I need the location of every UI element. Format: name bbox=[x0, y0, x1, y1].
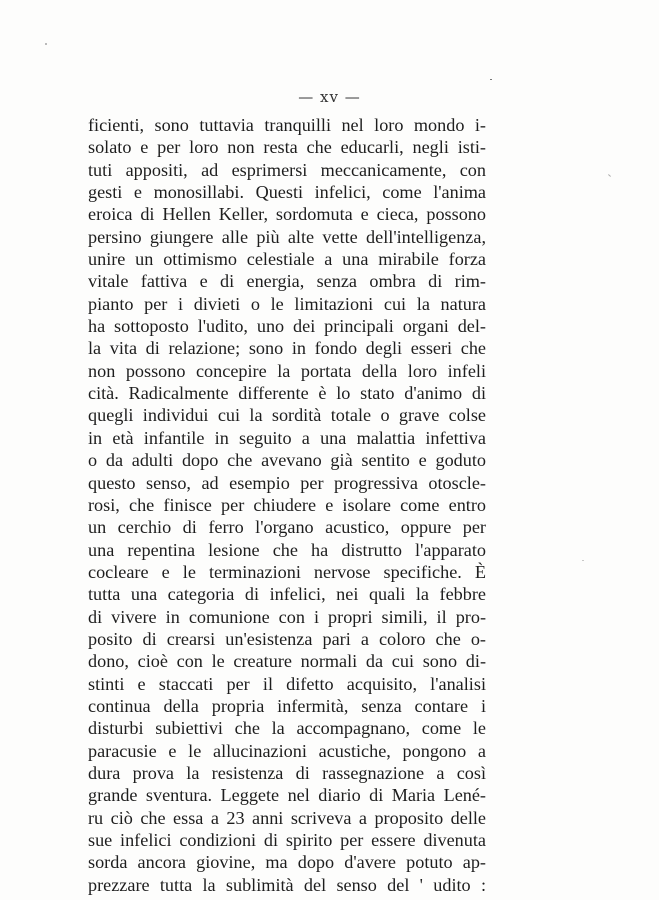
page-number: — xv — bbox=[298, 88, 361, 106]
text-line: ficienti, sono tuttavia tranquilli nel loro mondo i- bbox=[88, 115, 486, 135]
text-line: eroica di Hellen Keller, sordomuta e cieca, possono bbox=[88, 204, 486, 225]
text-line: stinti e staccati per il difetto acquisito, l'analisi bbox=[88, 673, 486, 694]
text-line: dura prova la resistenza di rassegnazione a così bbox=[88, 762, 486, 783]
text-line: tutta una categoria di infelici, nei quali la febbre bbox=[88, 584, 486, 605]
text-line: una repentina lesione che ha distrutto l'apparato bbox=[88, 539, 486, 560]
body-text bbox=[88, 114, 486, 896]
text-line: ru ciò che essa a 23 anni scriveva a proposito delle bbox=[88, 807, 486, 828]
text-line: cità. Radicalmente differente è lo stato d'animo di bbox=[88, 383, 486, 404]
text-line: questo senso, ad esempio per progressiva otoscle- bbox=[88, 472, 486, 493]
text-line: ha sottoposto l'udito, uno dei principali organi del- bbox=[88, 316, 486, 337]
text-line: dono, cioè con le creature normali da cui sono di- bbox=[88, 651, 486, 672]
text-line: unire un ottimismo celestiale a una mirabile forza bbox=[88, 249, 486, 270]
text-line: continua della propria infermità, senza contare i bbox=[88, 695, 486, 716]
text-line: quegli individui cui la sordità totale o grave colse bbox=[88, 405, 486, 426]
text-line: sorda ancora giovine, ma dopo d'avere potuto ap- bbox=[88, 852, 486, 873]
text-line: gesti e monosillabi. Questi infelici, come l'anima bbox=[88, 182, 486, 203]
text-line: o da adulti dopo che avevano già sentito e goduto bbox=[88, 450, 486, 471]
text-line: disturbi subiettivi che la accompagnano, come le bbox=[88, 718, 486, 739]
text-line: grande sventura. Leggete nel diario di Maria Lené- bbox=[88, 785, 486, 806]
text-line: cocleare e le terminazioni nervose specifiche. È bbox=[88, 561, 486, 582]
paper-speck bbox=[608, 174, 611, 177]
text-line: prezzare tutta la sublimità del senso del ' udito : bbox=[88, 874, 486, 895]
text-line: la vita di relazione; sono in fondo degli esseri che bbox=[88, 338, 486, 359]
text-line: un cerchio di ferro l'organo acustico, oppure per bbox=[88, 517, 486, 538]
text-line: posito di crearsi un'esistenza pari a coloro che o- bbox=[88, 628, 486, 649]
paper-speck bbox=[490, 79, 492, 80]
text-line: di vivere in comunione con i propri simili, il pro- bbox=[88, 606, 486, 627]
text-line: tuti appositi, ad esprimersi meccanicamente, con bbox=[88, 159, 486, 180]
paper-speck bbox=[45, 43, 47, 45]
text-line: paracusie e le allucinazioni acustiche, pongono a bbox=[88, 740, 486, 761]
text-line: in età infantile in seguito a una malattia infettiva bbox=[88, 427, 486, 448]
text-line: persino giungere alle più alte vette dell'intelligenza, bbox=[88, 226, 486, 247]
text-line: pianto per i divieti o le limitazioni cui la natura bbox=[88, 293, 486, 314]
text-line: solato e per loro non resta che educarli, negli isti- bbox=[88, 137, 486, 158]
text-line: vitale fattiva e di energia, senza ombra di rim- bbox=[88, 271, 486, 292]
text-line: rosi, che finisce per chiudere e isolare come entro bbox=[88, 494, 486, 515]
paper-speck bbox=[582, 560, 584, 561]
text-line: sue infelici condizioni di spirito per essere divenuta bbox=[88, 830, 486, 850]
text-line: non possono concepire la portata della loro infeli bbox=[88, 360, 486, 381]
